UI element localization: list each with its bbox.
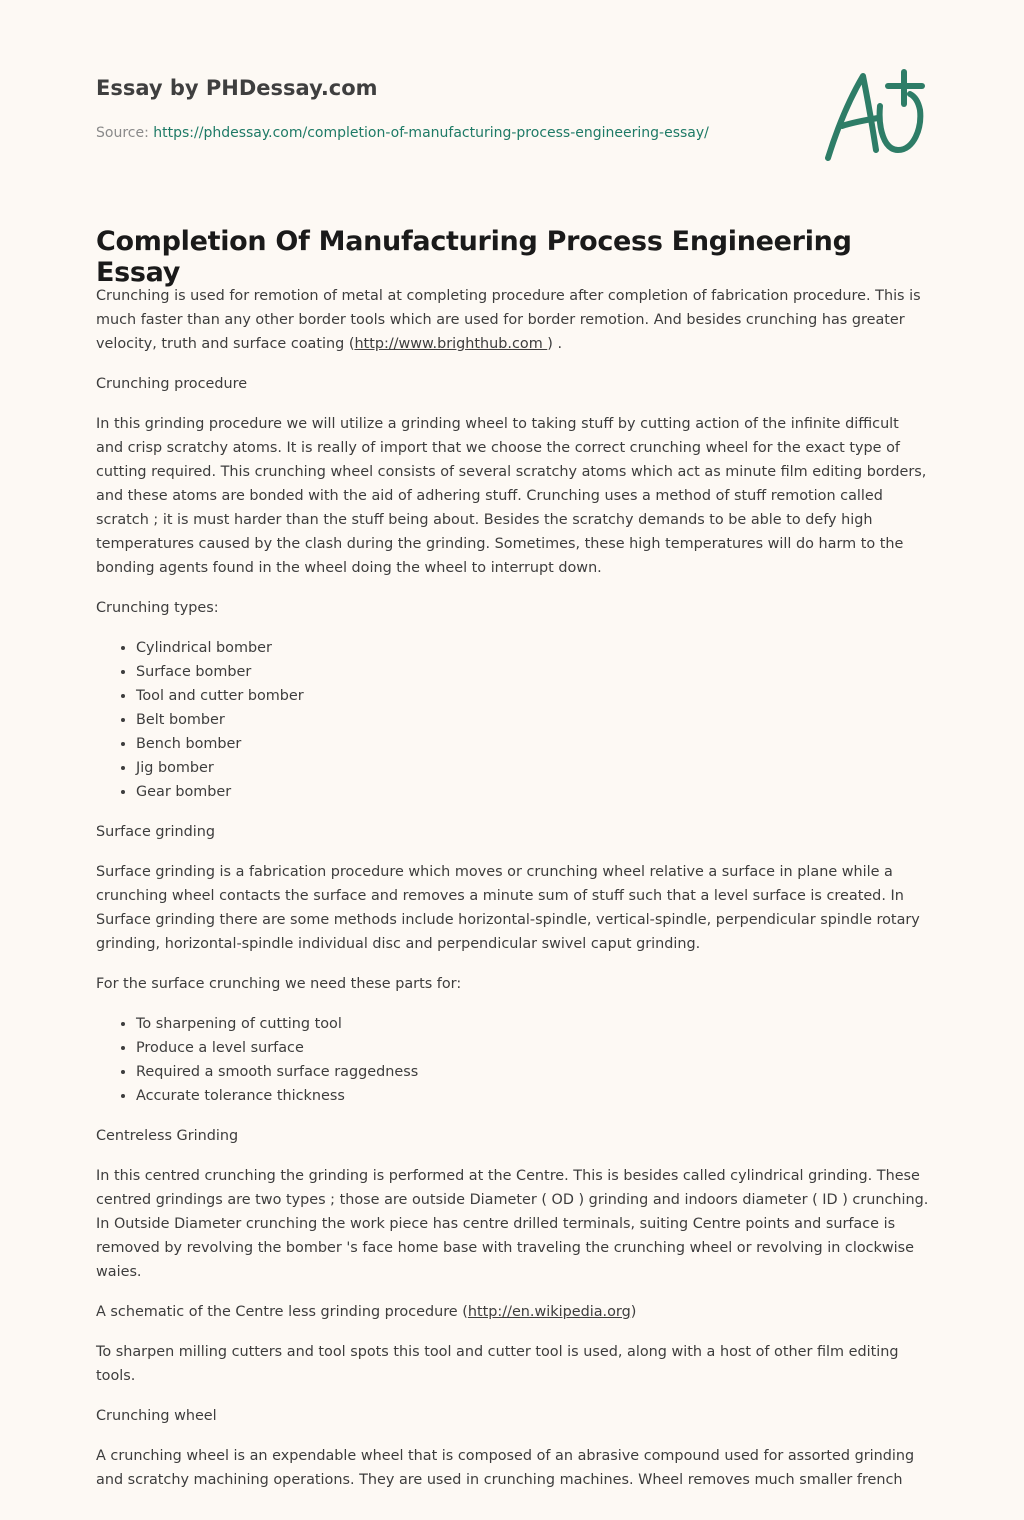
heading-crunching-procedure: Crunching procedure <box>96 376 248 392</box>
list-item: • Required a smooth surface raggedness <box>136 1060 930 1084</box>
list-item: • Surface bomber <box>136 660 930 684</box>
intro-paragraph <box>96 284 930 356</box>
schematic-text-end: ) <box>630 1304 637 1320</box>
crunching-types-list <box>96 636 930 804</box>
heading-surface-grinding: Surface grinding <box>96 824 215 840</box>
heading-surface-parts: For the surface crunching we need these parts for: <box>96 976 462 992</box>
intro-text: Crunching is used for remotion of metal at completing procedure after completion of fabrication procedure. This is much faster than any other border tools which are used for border remotion. And besides crunching has greater velocity, truth and surface coating ( <box>96 288 921 352</box>
source-label: Source: <box>96 125 154 141</box>
heading-crunching-wheel: Crunching wheel <box>96 1408 217 1424</box>
list-item: • To sharpening of cutting tool <box>136 1012 930 1036</box>
surface-parts-list <box>96 1012 930 1108</box>
essay-body <box>96 284 930 1508</box>
list-item: • Gear bomber <box>136 780 930 804</box>
list-item: • Cylindrical bomber <box>136 636 930 660</box>
heading-centreless-grinding: Centreless Grinding <box>96 1128 239 1144</box>
list-item: • Tool and cutter bomber <box>136 684 930 708</box>
list-item: • Belt bomber <box>136 708 930 732</box>
heading-crunching-types: Crunching types: <box>96 600 219 616</box>
source-link[interactable]: https://phdessay.com/completion-of-manufacturing-process-engineering-essay/ <box>153 125 709 141</box>
centreless-paragraph: In this centred crunching the grinding is performed at the Centre. This is besides called cylindrical grinding. These centred grindings are two types ; those are outside Diameter ( OD ) grinding and indoors diameter ( ID ) crunching. In Outside Diameter crunching the work piece has centre drilled terminals, suiting Centre points and surface is removed by revolving the bomber 's face home base with traveling the crunching wheel or revolving in clockwise waies. <box>96 1168 929 1280</box>
site-brand: Essay by PHDessay.com <box>96 76 378 100</box>
essay-title: Completion Of Manufacturing Process Engineering Essay <box>96 226 852 288</box>
list-item: • Bench bomber <box>136 732 930 756</box>
brighthub-link[interactable]: http://www.brighthub.com <box>354 336 548 352</box>
surface-grinding-paragraph: Surface grinding is a fabrication procedure which moves or crunching wheel relative a surface in plane while a crunching wheel contacts the surface and removes a minute sum of stuff such that a level surface is created. In Surface grinding there are some methods include horizontal-spindle, vertical-spindle, perpendicular spindle rotary grinding, horizontal-spindle individual disc and perpendicular swivel caput grinding. <box>96 864 920 952</box>
wikipedia-link[interactable]: http://en.wikipedia.org <box>467 1304 631 1320</box>
list-item: • Jig bomber <box>136 756 930 780</box>
source-line <box>96 125 709 141</box>
schematic-paragraph <box>96 1300 930 1324</box>
crunching-wheel-paragraph: A crunching wheel is an expendable wheel that is composed of an abrasive compound used for assorted grinding and scratchy machining operations. They are used in crunching machines. Wheel removes much smaller french <box>96 1448 915 1488</box>
schematic-text: A schematic of the Centre less grinding procedure ( <box>96 1304 468 1320</box>
intro-text-end: ) . <box>547 336 563 352</box>
a-plus-logo-icon <box>818 66 928 166</box>
list-item: • Produce a level surface <box>136 1036 930 1060</box>
sharpen-paragraph: To sharpen milling cutters and tool spots this tool and cutter tool is used, along with a host of other film editing tools. <box>96 1344 899 1384</box>
grinding-paragraph: In this grinding procedure we will utilize a grinding wheel to taking stuff by cutting action of the infinite difficult and crisp scratchy atoms. It is really of import that we choose the correct crunching wheel for the exact type of cutting required. This crunching wheel consists of several scratchy atoms which act as minute film editing borders, and these atoms are bonded with the aid of adhering stuff. Crunching uses a method of stuff remotion called scratch ; it is must harder than the stuff being about. Besides the scratchy demands to be able to defy high temperatures caused by the clash during the grinding. Sometimes, these high temperatures will do harm to the bonding agents found in the wheel doing the wheel to interrupt down. <box>96 416 927 576</box>
list-item: • Accurate tolerance thickness <box>136 1084 930 1108</box>
